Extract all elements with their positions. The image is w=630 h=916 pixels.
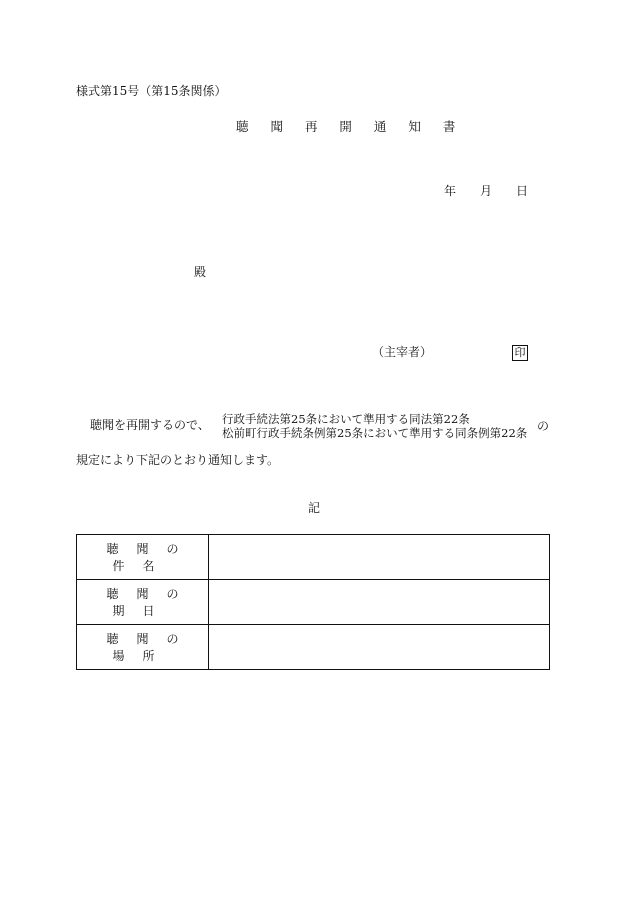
presider-label: （主宰者） [372,345,433,359]
row-label-place: 聴聞の場所 [77,625,209,670]
addressee-honorific: 殿 [194,265,207,279]
hearing-subject-field[interactable] [209,535,550,580]
row-label-subject: 聴聞の件名 [77,535,209,580]
hearing-date-field[interactable] [209,580,550,625]
law-option-act: 行政手続法第25条において準用する同法第22条 [222,412,470,426]
table-row [77,625,550,670]
form-number: 様式第15号（第15条関係） [76,84,227,98]
seal-stamp-box: 印 [512,345,528,361]
law-reference-options [222,412,527,441]
notice-suffix-text: の [537,419,550,433]
law-option-ordinance: 松前町行政手続条例第25条において準用する同条例第22条 [222,426,528,441]
notice-body-text: 規定により下記のとおり通知します。 [76,453,280,467]
record-heading: 記 [308,501,321,515]
date-month-label: 月 [480,184,493,198]
hearing-details-table [76,534,550,670]
date-year-label: 年 [444,184,457,198]
table-row [77,580,550,625]
table-row [77,535,550,580]
hearing-place-field[interactable] [209,625,550,670]
row-label-date: 聴聞の期日 [77,580,209,625]
date-day-label: 日 [516,184,529,198]
document-title: 聴 聞 再 開 通 知 書 [236,119,465,134]
date-line [444,185,528,197]
notice-lead-text: 聴聞を再開するので、 [90,418,210,432]
